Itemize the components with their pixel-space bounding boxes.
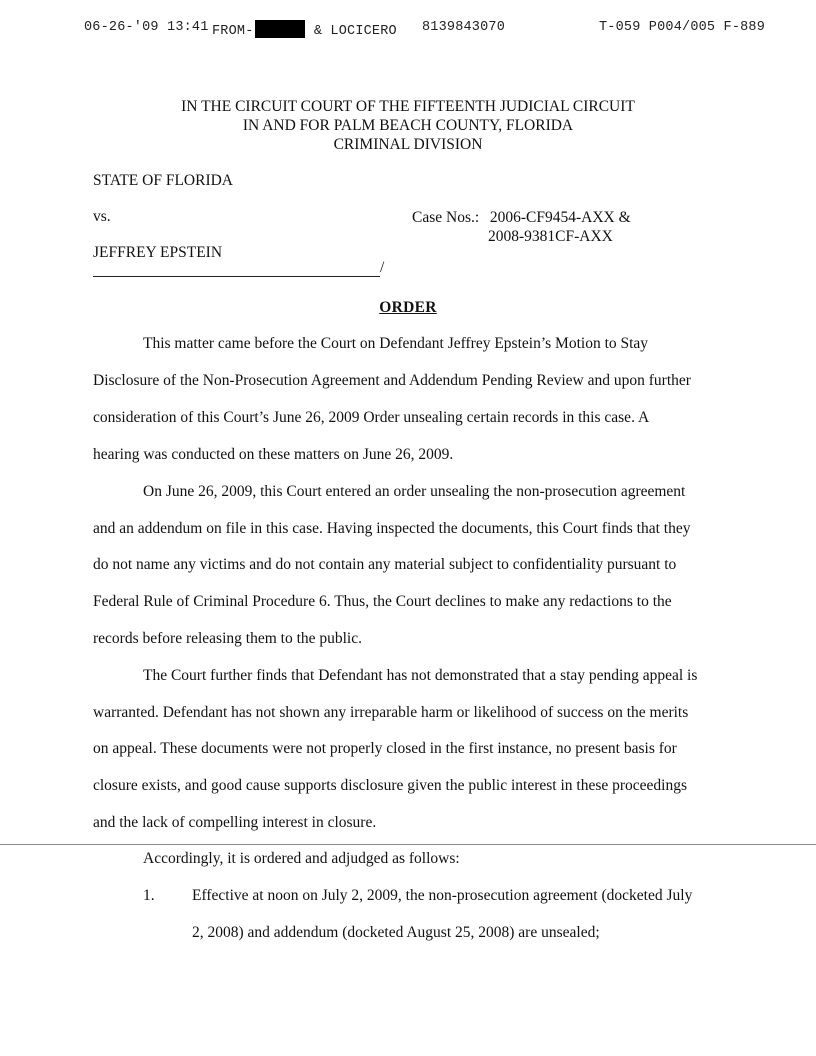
defendant-name: JEFFREY EPSTEIN xyxy=(93,244,223,261)
body-line: hearing was conducted on these matters on June 26, 2009. xyxy=(93,446,454,463)
fax-from-name: & LOCICERO xyxy=(313,24,397,39)
case-numbers xyxy=(412,208,631,246)
body-line: The Court further finds that Defendant has not demonstrated that a stay pending appeal is xyxy=(143,667,698,684)
list-item-text: Effective at noon on July 2, 2009, the non-prosecution agreement (docketed July xyxy=(192,887,693,904)
body-line: and the lack of compelling interest in closure. xyxy=(93,814,377,831)
list-item-number: 1. xyxy=(143,887,155,904)
fax-phone: 8139843070 xyxy=(422,20,506,35)
body-line: on appeal. These documents were not properly closed in the first instance, no present basis for xyxy=(93,740,677,757)
court-heading xyxy=(0,97,816,154)
order-title: ORDER xyxy=(379,299,437,316)
scan-fold-line xyxy=(0,844,816,845)
body-line: This matter came before the Court on Defendant Jeffrey Epstein’s Motion to Stay xyxy=(143,335,649,352)
body-line: consideration of this Court’s June 26, 2009 Order unsealing certain records in this case. A xyxy=(93,409,650,426)
redaction-block xyxy=(255,20,305,38)
fax-header xyxy=(84,20,764,40)
court-line-2: IN AND FOR PALM BEACH COUNTY, FLORIDA xyxy=(242,117,574,134)
body-line: do not name any victims and do not contain any material subject to confidentiality pursuant to xyxy=(93,556,677,573)
plaintiff-name: STATE OF FLORIDA xyxy=(93,172,233,189)
court-line-1: IN THE CIRCUIT COURT OF THE FIFTEENTH JUDICIAL CIRCUIT xyxy=(181,98,635,115)
versus-label: vs. xyxy=(93,208,111,225)
fax-datetime: 06-26-'09 13:41 xyxy=(84,20,209,35)
body-line: On June 26, 2009, this Court entered an order unsealing the non-prosecution agreement xyxy=(143,483,686,500)
caption-divider xyxy=(93,276,380,277)
case-number-2: 2008-9381CF-AXX xyxy=(488,228,613,245)
body-line: and an addendum on file in this case. Having inspected the documents, this Court finds that they xyxy=(93,520,691,537)
case-number-1: 2006-CF9454-AXX & xyxy=(489,209,631,226)
body-line: Disclosure of the Non-Prosecution Agreement and Addendum Pending Review and upon further xyxy=(93,372,691,389)
body-line: records before releasing them to the public. xyxy=(93,630,362,647)
court-line-3: CRIMINAL DIVISION xyxy=(333,136,483,153)
body-line: Accordingly, it is ordered and adjudged as follows: xyxy=(143,850,460,867)
fax-sender xyxy=(212,20,397,39)
case-label: Case Nos.: xyxy=(412,209,480,226)
list-item-text: 2, 2008) and addendum (docketed August 25, 2008) are unsealed; xyxy=(192,924,600,941)
body-line: warranted. Defendant has not shown any irreparable harm or likelihood of success on the merits xyxy=(93,704,689,721)
fax-page-info: T-059 P004/005 F-889 xyxy=(599,20,766,35)
fax-from-label: FROM- xyxy=(212,24,254,39)
body-line: Federal Rule of Criminal Procedure 6. Thus, the Court declines to make any redactions to the xyxy=(93,593,672,610)
body-line: closure exists, and good cause supports disclosure given the public interest in these proceedings xyxy=(93,777,688,794)
caption-slash: / xyxy=(380,259,385,276)
